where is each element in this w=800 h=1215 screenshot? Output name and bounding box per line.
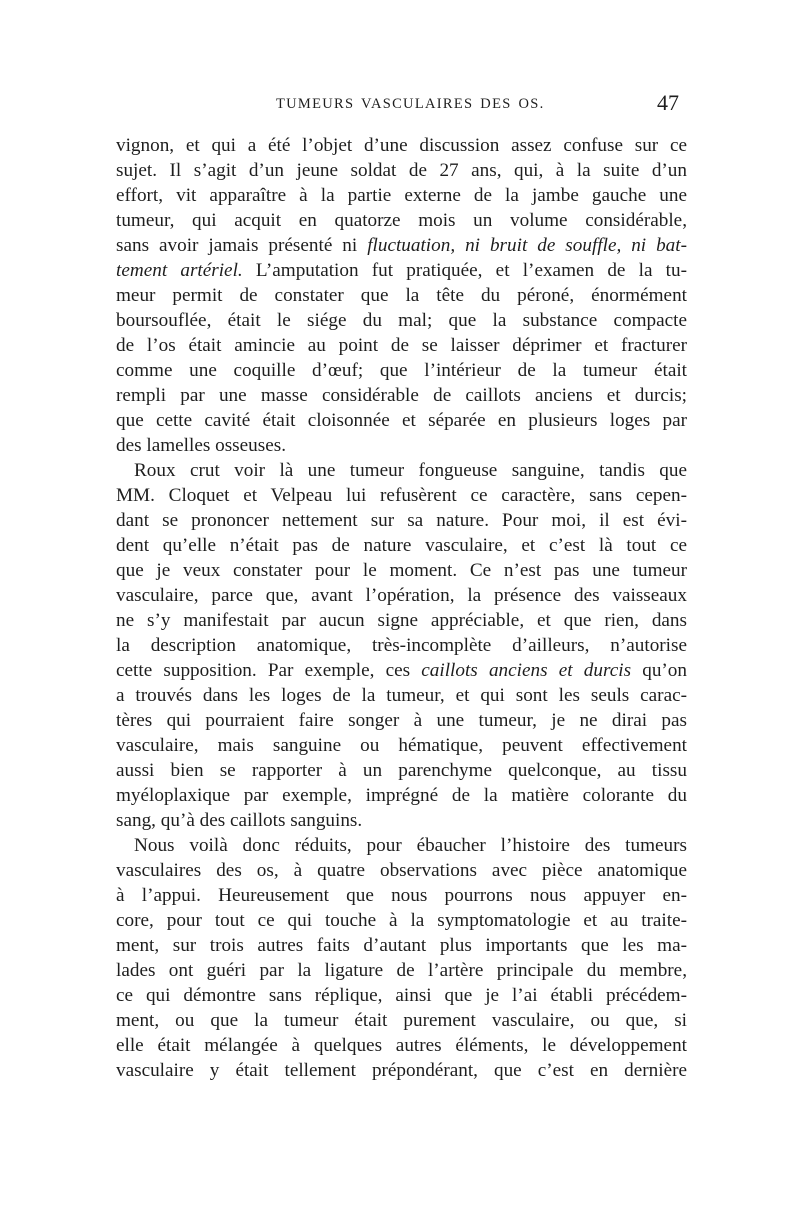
text-line: à l’appui. Heureusement que nous pourrons nous appuyer en- bbox=[116, 885, 687, 906]
page-number: 47 bbox=[657, 90, 679, 115]
text-line: cette supposition. Par exemple, ces caillots anciens et durcis qu’on bbox=[116, 660, 687, 681]
text-line: vignon, et qui a été l’objet d’une discussion assez confuse sur ce bbox=[116, 135, 687, 156]
text-line: vasculaire, mais sanguine ou hématique, peuvent effectivement bbox=[116, 735, 687, 756]
paragraph bbox=[116, 833, 687, 1083]
text-line: ment, sur trois autres faits d’autant plus importants que les ma- bbox=[116, 935, 687, 956]
text-line: de l’os était amincie au point de se laisser déprimer et fracturer bbox=[116, 335, 687, 356]
italic-phrase: fluctuation, ni bruit de souffle, ni bat- bbox=[367, 235, 687, 256]
text-line: tumeur, qui acquit en quatorze mois un volume considérable, bbox=[116, 210, 687, 231]
text-line: dant se prononcer nettement sur sa nature. Pour moi, il est évi- bbox=[116, 510, 687, 531]
text-line: meur permit de constater que la tête du péroné, énormément bbox=[116, 285, 687, 306]
text-line: dent qu’elle n’était pas de nature vasculaire, et c’est là tout ce bbox=[116, 535, 687, 556]
text-line: lades ont guéri par la ligature de l’artère principale du membre, bbox=[116, 960, 687, 981]
text-line: myéloplaxique par exemple, imprégné de la matière colorante du bbox=[116, 785, 687, 806]
text-line: tères qui pourraient faire songer à une tumeur, je ne dirai pas bbox=[116, 710, 687, 731]
text-line: aussi bien se rapporter à un parenchyme quelconque, au tissu bbox=[116, 760, 687, 781]
text-line: comme une coquille d’œuf; que l’intérieur de la tumeur était bbox=[116, 360, 687, 381]
text-line: ment, ou que la tumeur était purement vasculaire, ou que, si bbox=[116, 1010, 687, 1031]
italic-phrase: caillots anciens et durcis bbox=[421, 660, 632, 681]
paragraph bbox=[116, 133, 687, 458]
text-line: core, pour tout ce qui touche à la symptomatologie et au traite- bbox=[116, 910, 687, 931]
running-title: TUMEURS VASCULAIRES DES OS. bbox=[276, 96, 545, 112]
text-line: Nous voilà donc réduits, pour ébaucher l’histoire des tumeurs bbox=[134, 835, 687, 856]
text-line: a trouvés dans les loges de la tumeur, et qui sont les seuls carac- bbox=[116, 685, 687, 706]
paragraph bbox=[116, 458, 687, 833]
text-line: rempli par une masse considérable de caillots anciens et durcis; bbox=[116, 385, 687, 406]
text-line: tement artériel. L’amputation fut pratiquée, et l’examen de la tu- bbox=[116, 260, 687, 281]
text-line: sang, qu’à des caillots sanguins. bbox=[116, 810, 363, 831]
text-line: vasculaire, parce que, avant l’opération, la présence des vaisseaux bbox=[116, 585, 687, 606]
text-line: sans avoir jamais présenté ni fluctuation, ni bruit de souffle, ni bat- bbox=[116, 235, 687, 256]
body-text bbox=[116, 133, 687, 1083]
text-line: des lamelles osseuses. bbox=[116, 435, 286, 456]
text-line: ne s’y manifestait par aucun signe appréciable, et que rien, dans bbox=[116, 610, 687, 631]
text-line: MM. Cloquet et Velpeau lui refusèrent ce caractère, sans cepen- bbox=[116, 485, 687, 506]
text-line: sujet. Il s’agit d’un jeune soldat de 27 ans, qui, à la suite d’un bbox=[116, 160, 687, 181]
page-header bbox=[0, 90, 800, 120]
text-line: effort, vit apparaître à la partie externe de la jambe gauche une bbox=[116, 185, 687, 206]
text-line: boursouflée, était le siége du mal; que la substance compacte bbox=[116, 310, 687, 331]
text-line: que je veux constater pour le moment. Ce n’est pas une tumeur bbox=[116, 560, 687, 581]
text-line: que cette cavité était cloisonnée et séparée en plusieurs loges par bbox=[116, 410, 687, 431]
text-line: Roux crut voir là une tumeur fongueuse sanguine, tandis que bbox=[134, 460, 687, 481]
italic-phrase: tement artériel. bbox=[116, 260, 243, 281]
text-line: vasculaires des os, à quatre observations avec pièce anatomique bbox=[116, 860, 687, 881]
text-line: elle était mélangée à quelques autres éléments, le développement bbox=[116, 1035, 687, 1056]
text-line: ce qui démontre sans réplique, ainsi que je l’ai établi précédem- bbox=[116, 985, 687, 1006]
text-line: la description anatomique, très-incomplète d’ailleurs, n’autorise bbox=[116, 635, 687, 656]
text-line: vasculaire y était tellement prépondérant, que c’est en dernière bbox=[116, 1060, 687, 1081]
